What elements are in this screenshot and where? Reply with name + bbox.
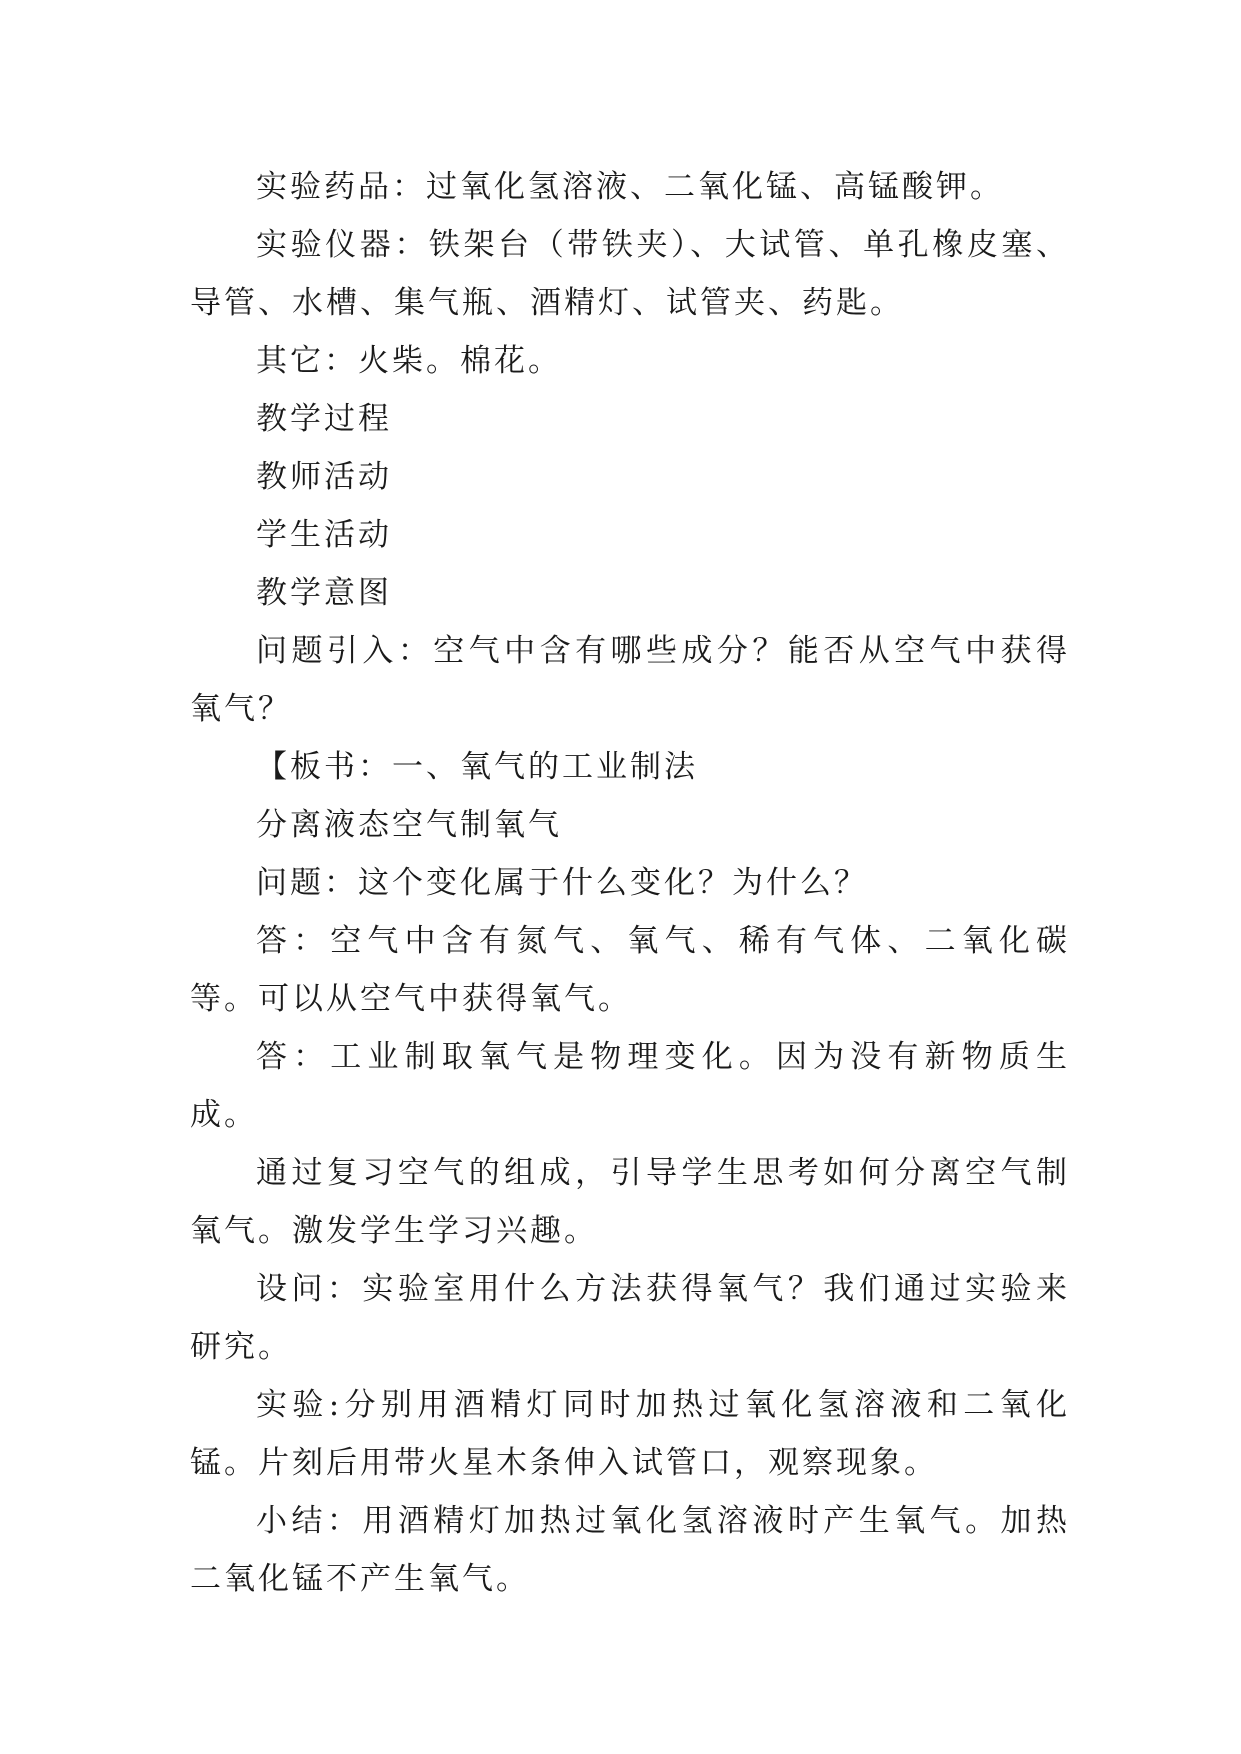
paragraph-lab-question: 设问：实验室用什么方法获得氧气？我们通过实验来研究。 xyxy=(190,1271,1070,1365)
paragraph-answer-air: 答：空气中含有氮气、氧气、稀有气体、二氧化碳等。可以从空气中获得氧气。 xyxy=(190,923,1070,1017)
heading-teaching-process: 教学过程 xyxy=(256,401,392,437)
paragraph-reagents: 实验药品：过氧化氢溶液、二氧化锰、高锰酸钾。 xyxy=(256,169,1004,205)
paragraph-answer-physical: 答：工业制取氧气是物理变化。因为没有新物质生成。 xyxy=(190,1039,1070,1133)
paragraph-question-change: 问题：这个变化属于什么变化？为什么？ xyxy=(256,865,868,901)
paragraph-others: 其它：火柴。棉花。 xyxy=(256,343,562,379)
paragraph-instruments: 实验仪器：铁架台（带铁夹）、大试管、单孔橡皮塞、导管、水槽、集气瓶、酒精灯、试管夹、药匙。 xyxy=(190,227,1070,321)
paragraph-question-intro: 问题引入：空气中含有哪些成分？能否从空气中获得氧气？ xyxy=(190,633,1070,727)
paragraph-separation: 分离液态空气制氧气 xyxy=(256,807,562,843)
heading-student-activity: 学生活动 xyxy=(256,517,392,553)
heading-teacher-activity: 教师活动 xyxy=(256,459,392,495)
paragraph-summary: 小结：用酒精灯加热过氧化氢溶液时产生氧气。加热二氧化锰不产生氧气。 xyxy=(190,1503,1070,1597)
paragraph-review-intent: 通过复习空气的组成，引导学生思考如何分离空气制氧气。激发学生学习兴趣。 xyxy=(190,1155,1070,1249)
heading-teaching-intent: 教学意图 xyxy=(256,575,392,611)
document-body xyxy=(190,158,1070,1608)
paragraph-blackboard: 【板书：一、氧气的工业制法 xyxy=(256,749,698,785)
paragraph-experiment: 实验:分别用酒精灯同时加热过氧化氢溶液和二氧化锰。片刻后用带火星木条伸入试管口，观察现象。 xyxy=(190,1387,1070,1481)
